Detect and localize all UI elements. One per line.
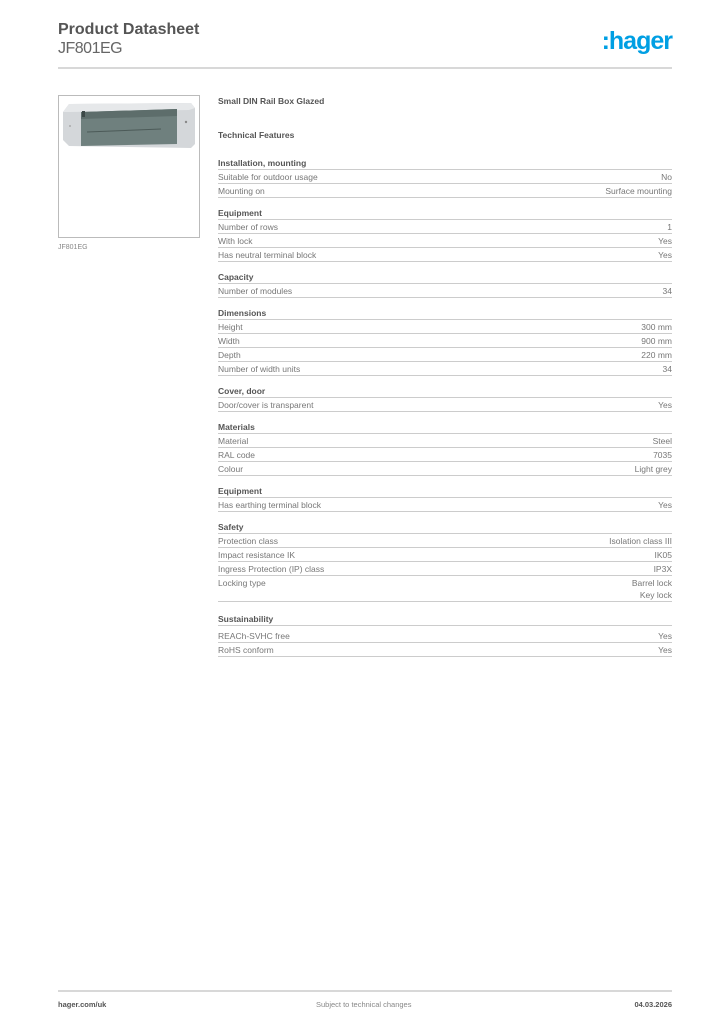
spec-label: Colour <box>218 464 244 474</box>
spec-value: 34 <box>662 286 672 296</box>
section-cover-door <box>218 384 672 412</box>
section-materials <box>218 420 672 476</box>
spec-row <box>218 284 672 298</box>
spec-label: RAL code <box>218 450 256 460</box>
hager-logo <box>602 27 672 56</box>
din-rail-box-illustration <box>61 100 197 156</box>
spec-value: Light grey <box>634 464 672 474</box>
spec-label: Number of modules <box>218 286 293 296</box>
section-sustainability <box>218 612 672 657</box>
spec-row <box>218 184 672 198</box>
spec-value <box>632 577 672 601</box>
spec-label: Impact resistance IK <box>218 550 296 560</box>
spec-value: Yes <box>658 236 672 246</box>
spec-value: 220 mm <box>641 350 672 360</box>
spec-label: Has earthing terminal block <box>218 500 321 510</box>
spec-value: IK05 <box>654 550 672 560</box>
section-title: Materials <box>218 420 672 434</box>
footer-divider <box>58 990 672 992</box>
section-capacity <box>218 270 672 298</box>
spec-value: Yes <box>658 645 672 655</box>
spec-label: Height <box>218 322 243 332</box>
section-title: Cover, door <box>218 384 672 398</box>
spec-row <box>218 170 672 184</box>
spec-label: Suitable for outdoor usage <box>218 172 318 182</box>
spec-row <box>218 434 672 448</box>
spec-value: Yes <box>658 631 672 641</box>
spec-value: Yes <box>658 400 672 410</box>
spec-label: REACh-SVHC free <box>218 631 290 641</box>
spec-label: RoHS conform <box>218 645 274 655</box>
section-safety <box>218 520 672 602</box>
section-installation-mounting <box>218 156 672 198</box>
section-title: Capacity <box>218 270 672 284</box>
spec-row <box>218 248 672 262</box>
section-title: Dimensions <box>218 306 672 320</box>
spec-row <box>218 643 672 657</box>
section-dimensions <box>218 306 672 376</box>
header-divider <box>58 67 672 69</box>
footer-notice: Subject to technical changes <box>316 1000 412 1009</box>
spec-value-line-1: Barrel lock <box>631 578 672 588</box>
spec-label: Material <box>218 436 249 446</box>
spec-value: 300 mm <box>641 322 672 332</box>
spec-row <box>218 334 672 348</box>
spec-value: Surface mounting <box>605 186 672 196</box>
product-image <box>58 95 200 238</box>
section-title: Installation, mounting <box>218 156 672 170</box>
spec-label: Mounting on <box>218 186 265 196</box>
spec-value: 1 <box>667 222 672 232</box>
spec-label: Door/cover is transparent <box>218 400 314 410</box>
section-equipment-earthing <box>218 484 672 512</box>
specifications <box>218 96 672 665</box>
spec-label: Depth <box>218 350 241 360</box>
spec-row <box>218 320 672 334</box>
spec-row <box>218 629 672 643</box>
spec-label: Number of width units <box>218 364 301 374</box>
spec-value: 900 mm <box>641 336 672 346</box>
logo-colon: : <box>601 27 609 55</box>
spec-label: Ingress Protection (IP) class <box>218 564 325 574</box>
spec-label: With lock <box>218 236 253 246</box>
logo-text: hager <box>608 27 672 55</box>
spec-row <box>218 562 672 576</box>
technical-features-heading: Technical Features <box>218 130 295 140</box>
page-header <box>58 20 672 58</box>
spec-label: Width <box>218 336 240 346</box>
spec-value: Yes <box>658 500 672 510</box>
spec-label: Protection class <box>218 536 278 546</box>
spec-row <box>218 362 672 376</box>
spec-value: Isolation class III <box>609 536 672 546</box>
spec-label: Locking type <box>218 578 266 588</box>
section-title: Safety <box>218 520 672 534</box>
spec-row <box>218 462 672 476</box>
spec-row <box>218 398 672 412</box>
section-title: Equipment <box>218 484 672 498</box>
spec-value: 34 <box>662 364 672 374</box>
spec-row <box>218 498 672 512</box>
section-equipment <box>218 206 672 262</box>
spec-value: Yes <box>658 250 672 260</box>
spec-value: 7035 <box>653 450 672 460</box>
spec-value: Steel <box>652 436 672 446</box>
spec-row <box>218 534 672 548</box>
section-title: Sustainability <box>218 612 672 626</box>
image-caption: JF801EG <box>58 244 88 251</box>
section-title: Equipment <box>218 206 672 220</box>
spec-row <box>218 548 672 562</box>
footer-website-link[interactable]: hager.com/uk <box>58 1000 107 1009</box>
document-title: Product Datasheet <box>58 21 200 38</box>
spec-label: Has neutral terminal block <box>218 250 317 260</box>
spec-row <box>218 220 672 234</box>
footer-date: 04.03.2026 <box>634 1000 672 1009</box>
spec-row <box>218 448 672 462</box>
spec-value: No <box>661 172 672 182</box>
spec-value-line-2: Key lock <box>639 590 672 600</box>
spec-row <box>218 348 672 362</box>
spec-row <box>218 234 672 248</box>
spec-row <box>218 576 672 602</box>
spec-value: IP3X <box>653 564 672 574</box>
product-code: JF801EG <box>58 40 123 57</box>
spec-label: Number of rows <box>218 222 278 232</box>
product-name: Small DIN Rail Box Glazed <box>218 96 325 106</box>
